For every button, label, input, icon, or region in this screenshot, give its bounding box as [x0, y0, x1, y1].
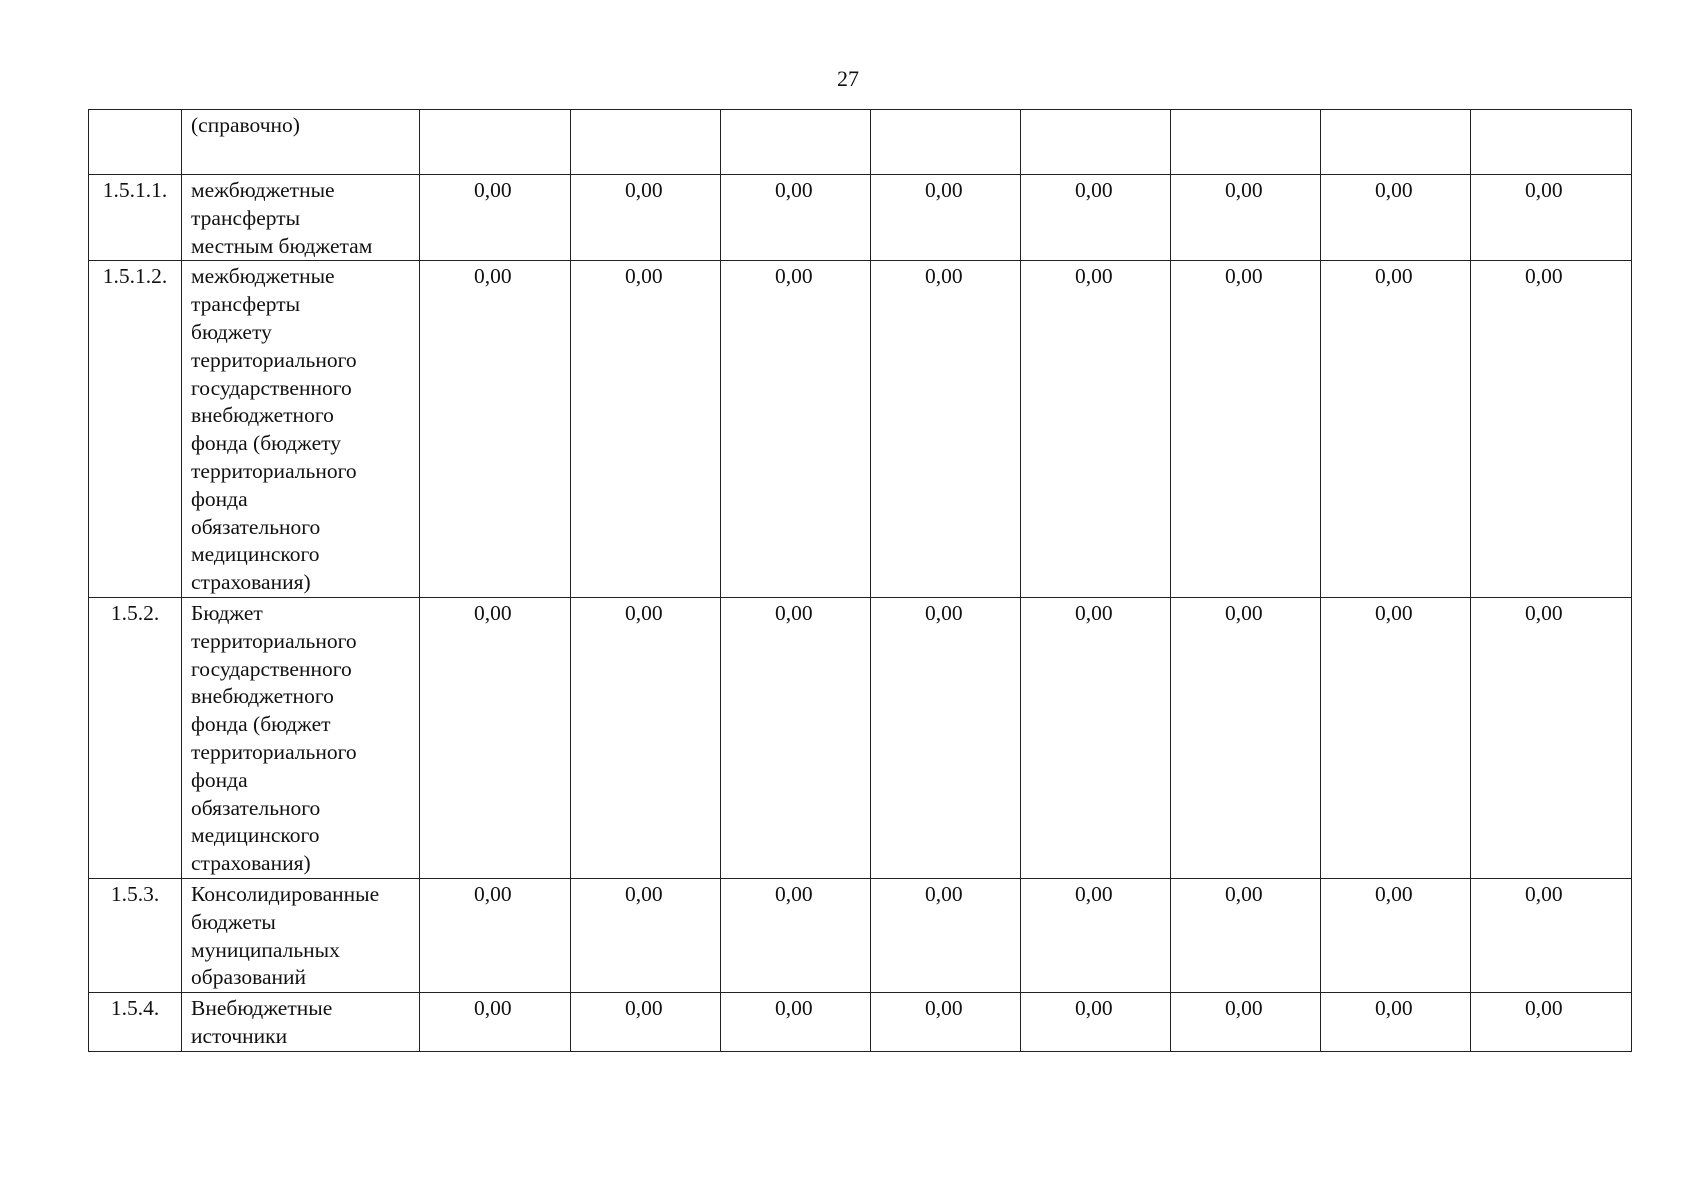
value-cell: 0,00: [1021, 261, 1171, 598]
value-cell: [1171, 110, 1321, 175]
value-cell: 0,00: [571, 175, 721, 261]
value-cell: 0,00: [571, 878, 721, 992]
value-cell: 0,00: [1021, 878, 1171, 992]
value-cell: 0,00: [871, 261, 1021, 598]
value-cell: [571, 110, 721, 175]
value-cell: 0,00: [1321, 261, 1471, 598]
value-cell: 0,00: [420, 175, 571, 261]
value-cell: 0,00: [1321, 175, 1471, 261]
value-cell: 0,00: [1471, 175, 1632, 261]
value-cell: 0,00: [571, 597, 721, 878]
value-cell: [1471, 110, 1632, 175]
value-cell: 0,00: [571, 261, 721, 598]
value-cell: 0,00: [721, 175, 871, 261]
value-cell: 0,00: [1471, 993, 1632, 1052]
value-cell: 0,00: [1171, 261, 1321, 598]
value-cell: 0,00: [1171, 597, 1321, 878]
value-cell: 0,00: [1471, 597, 1632, 878]
value-cell: 0,00: [571, 993, 721, 1052]
value-cell: [1021, 110, 1171, 175]
row-name: межбюджетные трансферты бюджету территориального государственного внебюджетного фонда (бюджету территориального фонда обязательного медицинского страхования): [182, 261, 420, 598]
value-cell: 0,00: [1171, 878, 1321, 992]
budget-table: [88, 109, 1632, 1052]
table-row: [89, 597, 1632, 878]
table-row: [89, 175, 1632, 261]
row-code: 1.5.4.: [89, 993, 182, 1052]
value-cell: 0,00: [871, 175, 1021, 261]
row-name: Бюджет территориального государственного внебюджетного фонда (бюджет территориального фонда обязательного медицинского страхования): [182, 597, 420, 878]
row-code: 1.5.2.: [89, 597, 182, 878]
row-name: (справочно): [182, 110, 420, 175]
value-cell: 0,00: [871, 993, 1021, 1052]
value-cell: 0,00: [1021, 175, 1171, 261]
value-cell: 0,00: [1321, 993, 1471, 1052]
row-name: межбюджетные трансферты местным бюджетам: [182, 175, 420, 261]
value-cell: 0,00: [420, 878, 571, 992]
value-cell: 0,00: [1471, 878, 1632, 992]
value-cell: 0,00: [1171, 993, 1321, 1052]
value-cell: 0,00: [871, 597, 1021, 878]
value-cell: 0,00: [420, 597, 571, 878]
value-cell: 0,00: [871, 878, 1021, 992]
row-code: 1.5.1.1.: [89, 175, 182, 261]
table-row: [89, 110, 1632, 175]
value-cell: 0,00: [1021, 597, 1171, 878]
value-cell: [721, 110, 871, 175]
value-cell: [871, 110, 1021, 175]
value-cell: 0,00: [1321, 597, 1471, 878]
value-cell: 0,00: [1021, 993, 1171, 1052]
row-name: Консолидированные бюджеты муниципальных образований: [182, 878, 420, 992]
row-code: [89, 110, 182, 175]
value-cell: 0,00: [721, 597, 871, 878]
value-cell: 0,00: [721, 993, 871, 1052]
row-name: Внебюджетные источники: [182, 993, 420, 1052]
value-cell: 0,00: [420, 261, 571, 598]
table-row: [89, 261, 1632, 598]
value-cell: 0,00: [721, 878, 871, 992]
table-row: [89, 993, 1632, 1052]
page-number: 27: [837, 66, 859, 91]
value-cell: 0,00: [1171, 175, 1321, 261]
value-cell: [1321, 110, 1471, 175]
value-cell: [420, 110, 571, 175]
value-cell: 0,00: [1471, 261, 1632, 598]
row-code: 1.5.3.: [89, 878, 182, 992]
value-cell: 0,00: [721, 261, 871, 598]
value-cell: 0,00: [1321, 878, 1471, 992]
value-cell: 0,00: [420, 993, 571, 1052]
row-code: 1.5.1.2.: [89, 261, 182, 598]
table-row: [89, 878, 1632, 992]
